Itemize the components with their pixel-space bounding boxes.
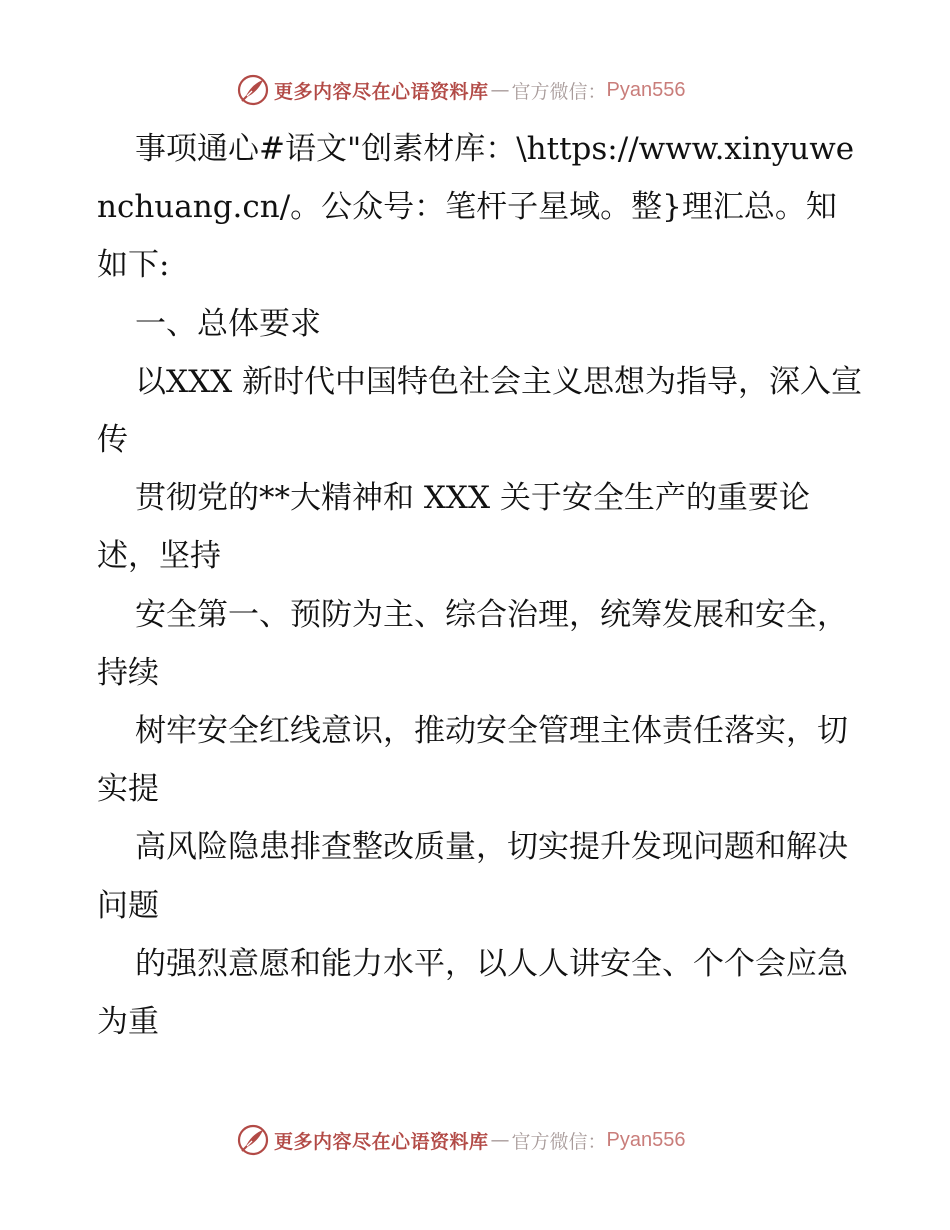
watermark-contact-label: 官方微信： xyxy=(511,1130,607,1153)
watermark-text: 更多内容尽在心语资料库 xyxy=(274,80,489,103)
paragraph: 以XXX 新时代中国特色社会主义思想为指导，深入宣传 xyxy=(97,363,863,459)
paragraph: 安全第一、预防为主、综合治理，统筹发展和安全，持续 xyxy=(97,596,848,691)
watermark-separator: — xyxy=(490,79,510,101)
watermark-contact-id: Pyan556 xyxy=(606,1128,686,1151)
watermark-contact-label: 官方微信： xyxy=(511,80,607,103)
paragraph: 事项通心#语文"创素材库：\https://www.xinyuwenchuang.cn/。公众号：笔杆子星域。整}理汇总。知如下: xyxy=(97,131,855,284)
feather-pen-logo-icon xyxy=(236,73,270,107)
document-body xyxy=(97,120,867,1051)
footer-watermark xyxy=(236,1122,686,1158)
paragraph: 的强烈意愿和能力水平，以人人讲安全、个个会应急为重 xyxy=(97,945,848,1041)
watermark-text: 更多内容尽在心语资料库 xyxy=(274,1130,489,1153)
paragraph: 树牢安全红线意识，推动安全管理主体责任落实，切实提 xyxy=(97,713,848,808)
section-heading: 一、总体要求 xyxy=(135,305,321,342)
feather-pen-logo-icon xyxy=(236,1123,270,1157)
paragraph: 高风险隐患排查整改质量，切实提升发现问题和解决问题 xyxy=(97,829,848,924)
paragraph: 贯彻党的**大精神和 XXX 关于安全生产的重要论述，坚持 xyxy=(97,480,810,575)
watermark-contact-id: Pyan556 xyxy=(606,78,686,101)
watermark-separator: — xyxy=(490,1129,510,1151)
header-watermark xyxy=(236,72,686,108)
